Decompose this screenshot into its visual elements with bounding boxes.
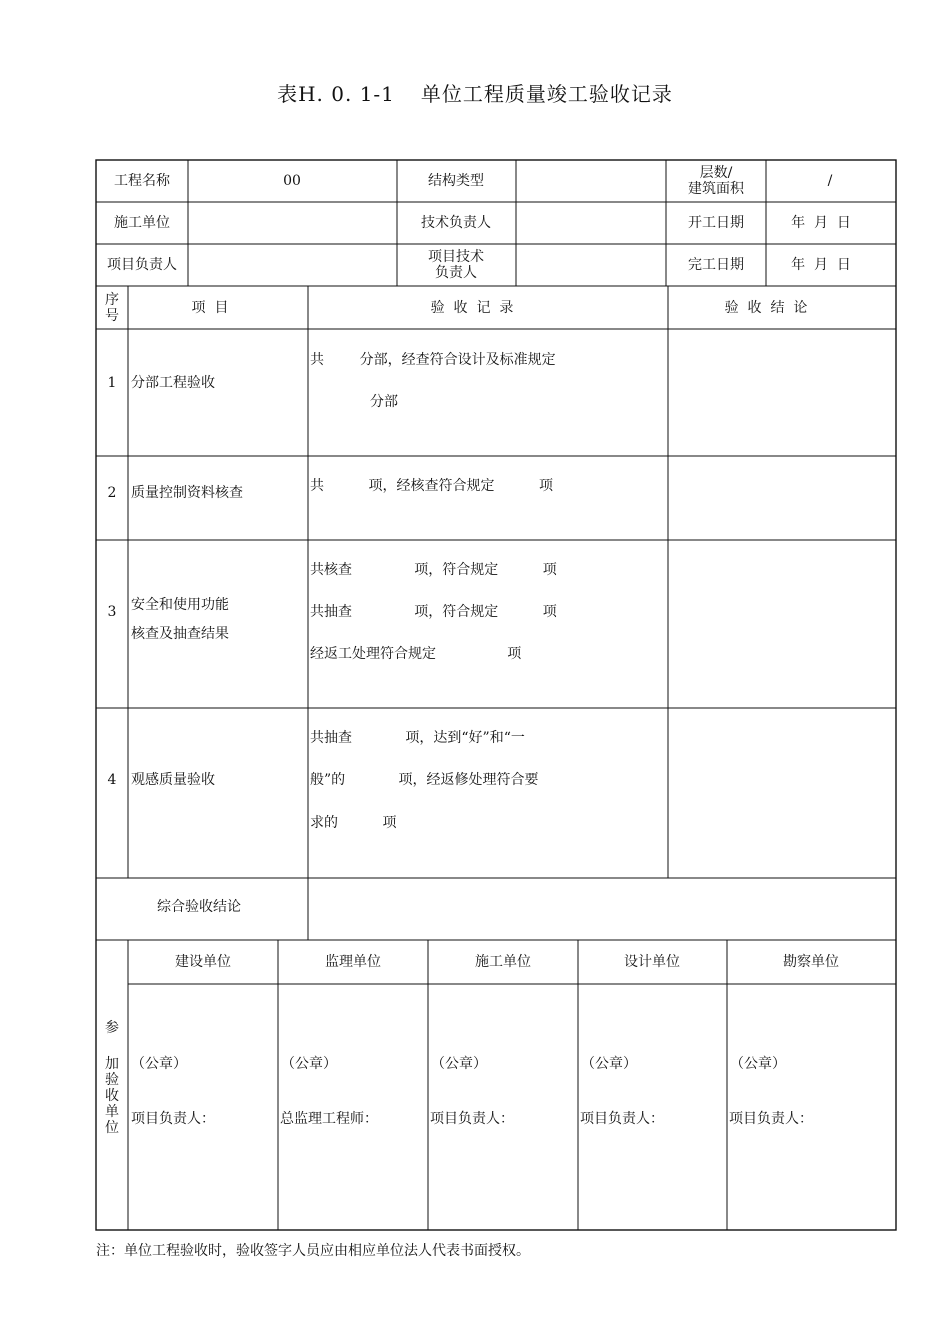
row-record-line: 共 项，经核查符合规定 项: [310, 478, 554, 494]
row-item-label-line2: 核查及抽查结果: [131, 626, 229, 642]
unit-seal: （公章）: [131, 1056, 187, 1072]
participants-side-label-top: 参: [105, 1020, 119, 1036]
row-item-label: 分部工程验收: [131, 375, 215, 391]
footnote: 注：单位工程验收时，验收签字人员应由相应单位法人代表书面授权。: [96, 1243, 530, 1259]
table-code: 表H. 0. 1-1: [277, 82, 395, 106]
row-record-line: 共抽查 项，达到“好”和“一: [310, 730, 525, 746]
unit-seal: （公章）: [431, 1056, 487, 1072]
unit-name: 勘察单位: [783, 954, 839, 970]
seq-column-header: [105, 292, 119, 324]
unit-seal: （公章）: [730, 1056, 786, 1072]
unit-signer-label: 项目负责人：: [430, 1111, 514, 1127]
item-column-header: 项 目: [191, 300, 229, 316]
start-date-label: 开工日期: [688, 215, 744, 231]
row-record-line: 般”的 项，经返修处理符合要: [310, 772, 539, 788]
project-tech-lead-label-line1: 项目技术: [428, 249, 484, 265]
row-item-label: 质量控制资料核查: [131, 485, 243, 501]
row-item-label: 安全和使用功能: [131, 597, 229, 613]
row-record-line: 共核查 项，符合规定 项: [310, 562, 557, 578]
row-record-line: 求的 项: [310, 815, 397, 831]
row-item-label: 观感质量验收: [131, 772, 215, 788]
participants-side-label: 加验收单位: [105, 1056, 119, 1136]
row-record-line: 共抽查 项，符合规定 项: [310, 604, 557, 620]
project-tech-lead-label-line2: 负责人: [435, 265, 477, 281]
unit-name: 施工单位: [475, 954, 531, 970]
project-name-label: 工程名称: [114, 173, 170, 189]
unit-signer-label: 项目负责人：: [131, 1111, 215, 1127]
end-date-label: 完工日期: [688, 257, 744, 273]
structure-type-label: 结构类型: [428, 173, 484, 189]
tech-lead-label: 技术负责人: [421, 215, 491, 231]
unit-signer-label: 项目负责人：: [580, 1111, 664, 1127]
end-date-value: 年 月 日: [791, 257, 851, 273]
row-number: 4: [107, 772, 117, 788]
project-lead-label: 项目负责人: [107, 257, 177, 273]
record-column-header: 验 收 记 录: [430, 300, 514, 316]
row-record-line: 经返工处理符合规定 项: [310, 646, 522, 662]
row-number: 1: [107, 375, 117, 391]
summary-label: 综合验收结论: [157, 899, 241, 915]
table-title: 单位工程质量竣工验收记录: [420, 82, 673, 106]
row-record-line: 共 分部，经查符合设计及标准规定: [310, 352, 556, 368]
construction-unit-label: 施工单位: [114, 215, 170, 231]
floors-area-value: /: [827, 173, 833, 189]
row-number: 2: [107, 485, 117, 501]
conclusion-column-header: 验 收 结 论: [724, 300, 808, 316]
seq-header-line2: 号: [105, 308, 119, 324]
row-number: 3: [107, 604, 117, 620]
unit-signer-label: 总监理工程师：: [280, 1111, 378, 1127]
project-name-value: 00: [283, 173, 301, 189]
seq-header-line1: 序: [105, 292, 119, 308]
unit-name: 监理单位: [325, 954, 381, 970]
start-date-value: 年 月 日: [791, 215, 851, 231]
unit-seal: （公章）: [281, 1056, 337, 1072]
floors-area-label-line2: 建筑面积: [688, 181, 744, 197]
unit-name: 设计单位: [624, 954, 680, 970]
floors-area-label-line1: 层数/: [699, 165, 733, 181]
project-tech-lead-label: [428, 249, 484, 281]
floors-area-label: [688, 165, 744, 197]
unit-name: 建设单位: [175, 954, 231, 970]
unit-seal: （公章）: [581, 1056, 637, 1072]
unit-signer-label: 项目负责人：: [729, 1111, 813, 1127]
row-record-line: 分部: [370, 394, 398, 410]
